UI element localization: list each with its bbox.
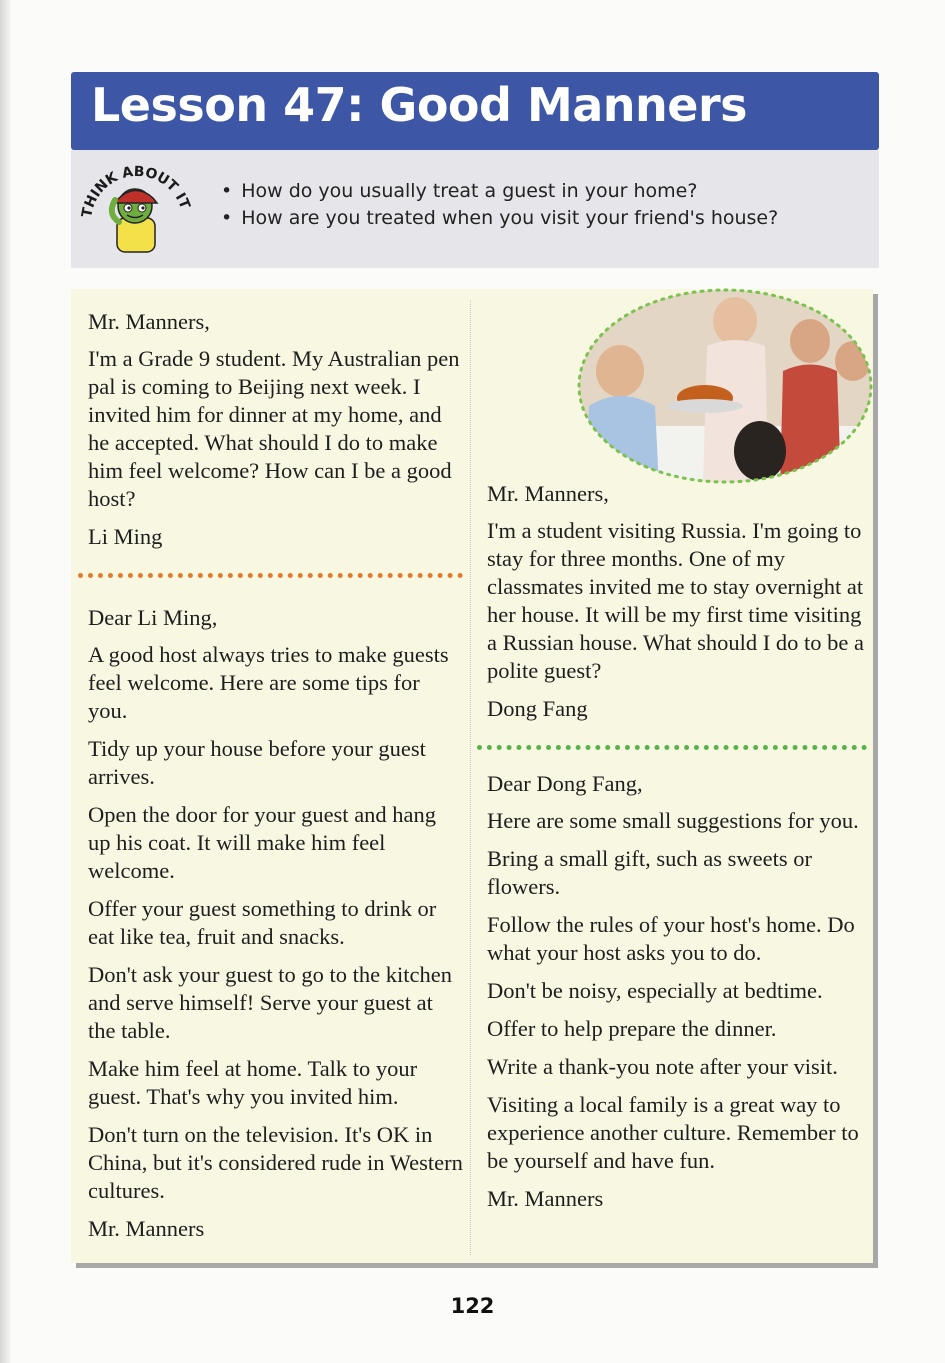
lesson-title: Lesson 47: Good Manners — [91, 78, 748, 132]
right-column — [487, 480, 867, 1223]
column-divider — [470, 300, 471, 1255]
reply-paragraph: Don't ask your guest to go to the kitchen and serve himself! Serve your guest at the table. — [88, 962, 452, 1043]
reply-paragraph: Don't be noisy, especially at bedtime. — [487, 978, 823, 1003]
reply-paragraph: Bring a small gift, such as sweets or flowers. — [487, 846, 812, 899]
badge-text: THINK ABOUT IT — [79, 163, 193, 219]
reply-paragraph: Write a thank-you note after your visit. — [487, 1054, 838, 1079]
question-item: • How are you treated when you visit your friend's house? — [221, 207, 778, 229]
reply-paragraph: Open the door for your guest and hang up his coat. It will make him feel welcome. — [88, 802, 437, 883]
letter-greeting: Mr. Manners, — [487, 481, 609, 506]
think-about-it-box — [71, 150, 879, 268]
reply-signature: Mr. Manners — [487, 1186, 604, 1211]
letter-body: I'm a Grade 9 student. My Australian pen pal is coming to Beijing next week. I invited him for dinner at my home, and he accepted. What should I do to make him feel welcome? How can I be a good host? — [88, 346, 460, 511]
family-dinner-photo — [575, 286, 875, 486]
reply-paragraph: Offer your guest something to drink or eat like tea, fruit and snacks. — [88, 896, 437, 949]
reply-signature: Mr. Manners — [88, 1216, 205, 1241]
orange-dotted-divider — [78, 573, 463, 578]
think-about-it-questions — [221, 180, 778, 234]
reply-greeting: Dear Li Ming, — [88, 605, 218, 630]
reply-paragraph: A good host always tries to make guests feel welcome. Here are some tips for you. — [88, 642, 449, 723]
letter-greeting: Mr. Manners, — [88, 309, 210, 334]
think-about-it-badge — [77, 156, 197, 262]
reply-paragraph: Follow the rules of your host's home. Do what your host asks you to do. — [487, 912, 855, 965]
letter-body: I'm a student visiting Russia. I'm going to stay for three months. One of my classmates invited me to stay overnight at her house. It will be my first time visiting a Russian house. What should I do to be a polite guest? — [487, 518, 865, 683]
reply-greeting: Dear Dong Fang, — [487, 771, 643, 796]
turtle-mascot-icon — [112, 189, 157, 252]
reply-paragraph: Tidy up your house before your guest arrives. — [88, 736, 426, 789]
reply-paragraph: Here are some small suggestions for you. — [487, 808, 859, 833]
reply-paragraph: Visiting a local family is a great way to experience another culture. Remember to be yourself and have fun. — [487, 1092, 859, 1173]
reply-paragraph: Don't turn on the television. It's OK in China, but it's considered rude in Western cultures. — [88, 1122, 463, 1203]
question-item: • How do you usually treat a guest in your home? — [221, 180, 778, 202]
reply-paragraph: Make him feel at home. Talk to your guest. That's why you invited him. — [88, 1056, 418, 1109]
reply-paragraph: Offer to help prepare the dinner. — [487, 1016, 777, 1041]
letter-signature: Dong Fang — [487, 696, 588, 721]
green-dotted-divider — [477, 745, 867, 750]
page-edge — [0, 0, 10, 1363]
letter-signature: Li Ming — [88, 524, 163, 549]
page-number: 122 — [450, 1294, 495, 1318]
lesson-title-bar — [71, 72, 879, 150]
left-column — [88, 308, 463, 1253]
